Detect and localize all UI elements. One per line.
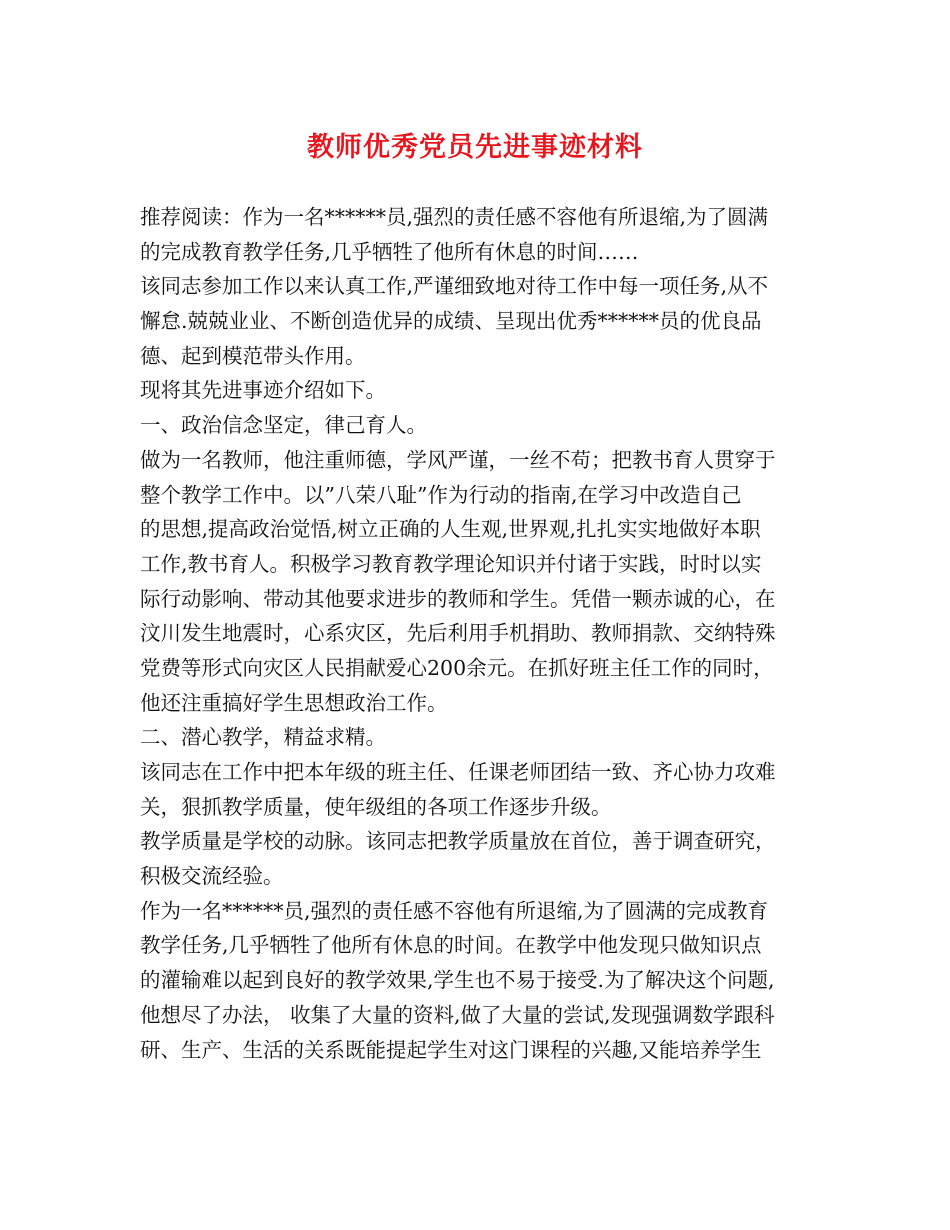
body-line: 关，狠抓教学质量，使年级组的各项工作逐步升级。 [140,794,612,819]
body-line: 整个教学工作中。以”八荣八耻”作为行动的指南,在学习中改造自己 [140,482,742,507]
body-line: 研、生产、生活的关系既能提起学生对这门课程的兴趣,又能培养学生 [140,1037,762,1062]
body-line: 该同志在工作中把本年级的班主任、任课老师团结一致、齐心协力攻难 [140,760,776,784]
body-line: 的灌输难以起到良好的教学效果,学生也不易于接受.为了解决这个问题, [140,968,775,993]
body-line: 教学质量是学校的动脉。该同志把教学质量放在首位，善于调查研究， [140,829,776,854]
body-line: 该同志参加工作以来认真工作,严谨细致地对待工作中每一项任务,从不 [140,274,769,299]
body-line: 他还注重搞好学生思想政治工作。 [140,690,448,715]
body-line: 他想尽了办法， 收集了大量的资料,做了大量的尝试,发现强调数学跟科 [140,1002,775,1027]
section-heading: 一、政治信念坚定，律己育人。 [140,413,427,438]
body-line: 积极交流经验。 [140,864,284,889]
body-line: 际行动影响、带动其他要求进步的教师和学生。凭借一颗赤诚的心，在 [140,586,776,611]
body-line: 党费等形式向灾区人民捐献爱心200余元。在抓好班主任工作的同时， [140,655,774,680]
body-line: 工作,教书育人。积极学习教育教学理论知识并付诸于实践，时时以实 [140,551,762,576]
document-title: 教师优秀党员先进事迹材料 [307,132,643,163]
body-line: 现将其先进事迹介绍如下。 [140,378,386,403]
document-body [140,200,820,1067]
body-line: 教学任务,几乎牺牲了他所有休息的时间。在教学中他发现只做知识点 [140,933,762,958]
body-line: 作为一名******员,强烈的责任感不容他有所退缩,为了圆满的完成教育 [140,898,769,923]
body-line: 德、起到模范带头作用。 [140,343,366,368]
body-line: 的思想,提高政治觉悟,树立正确的人生观,世界观,扎扎实实地做好本职 [140,517,761,542]
body-line: 做为一名教师，他注重师德，学风严谨，一丝不苟；把教书育人贯穿于 [140,447,776,472]
section-heading: 二、潜心教学，精益求精。 [140,725,386,750]
body-line: 汶川发生地震时，心系灾区，先后利用手机捐助、教师捐款、交纳特殊 [140,621,776,646]
body-line: 的完成教育教学任务,几乎牺牲了他所有休息的时间…… [140,239,639,264]
body-line: 懈怠.兢兢业业、不断创造优异的成绩、呈现出优秀******员的优良品 [140,309,762,334]
body-line: 推荐阅读：作为一名******员,强烈的责任感不容他有所退缩,为了圆满 [140,205,769,229]
